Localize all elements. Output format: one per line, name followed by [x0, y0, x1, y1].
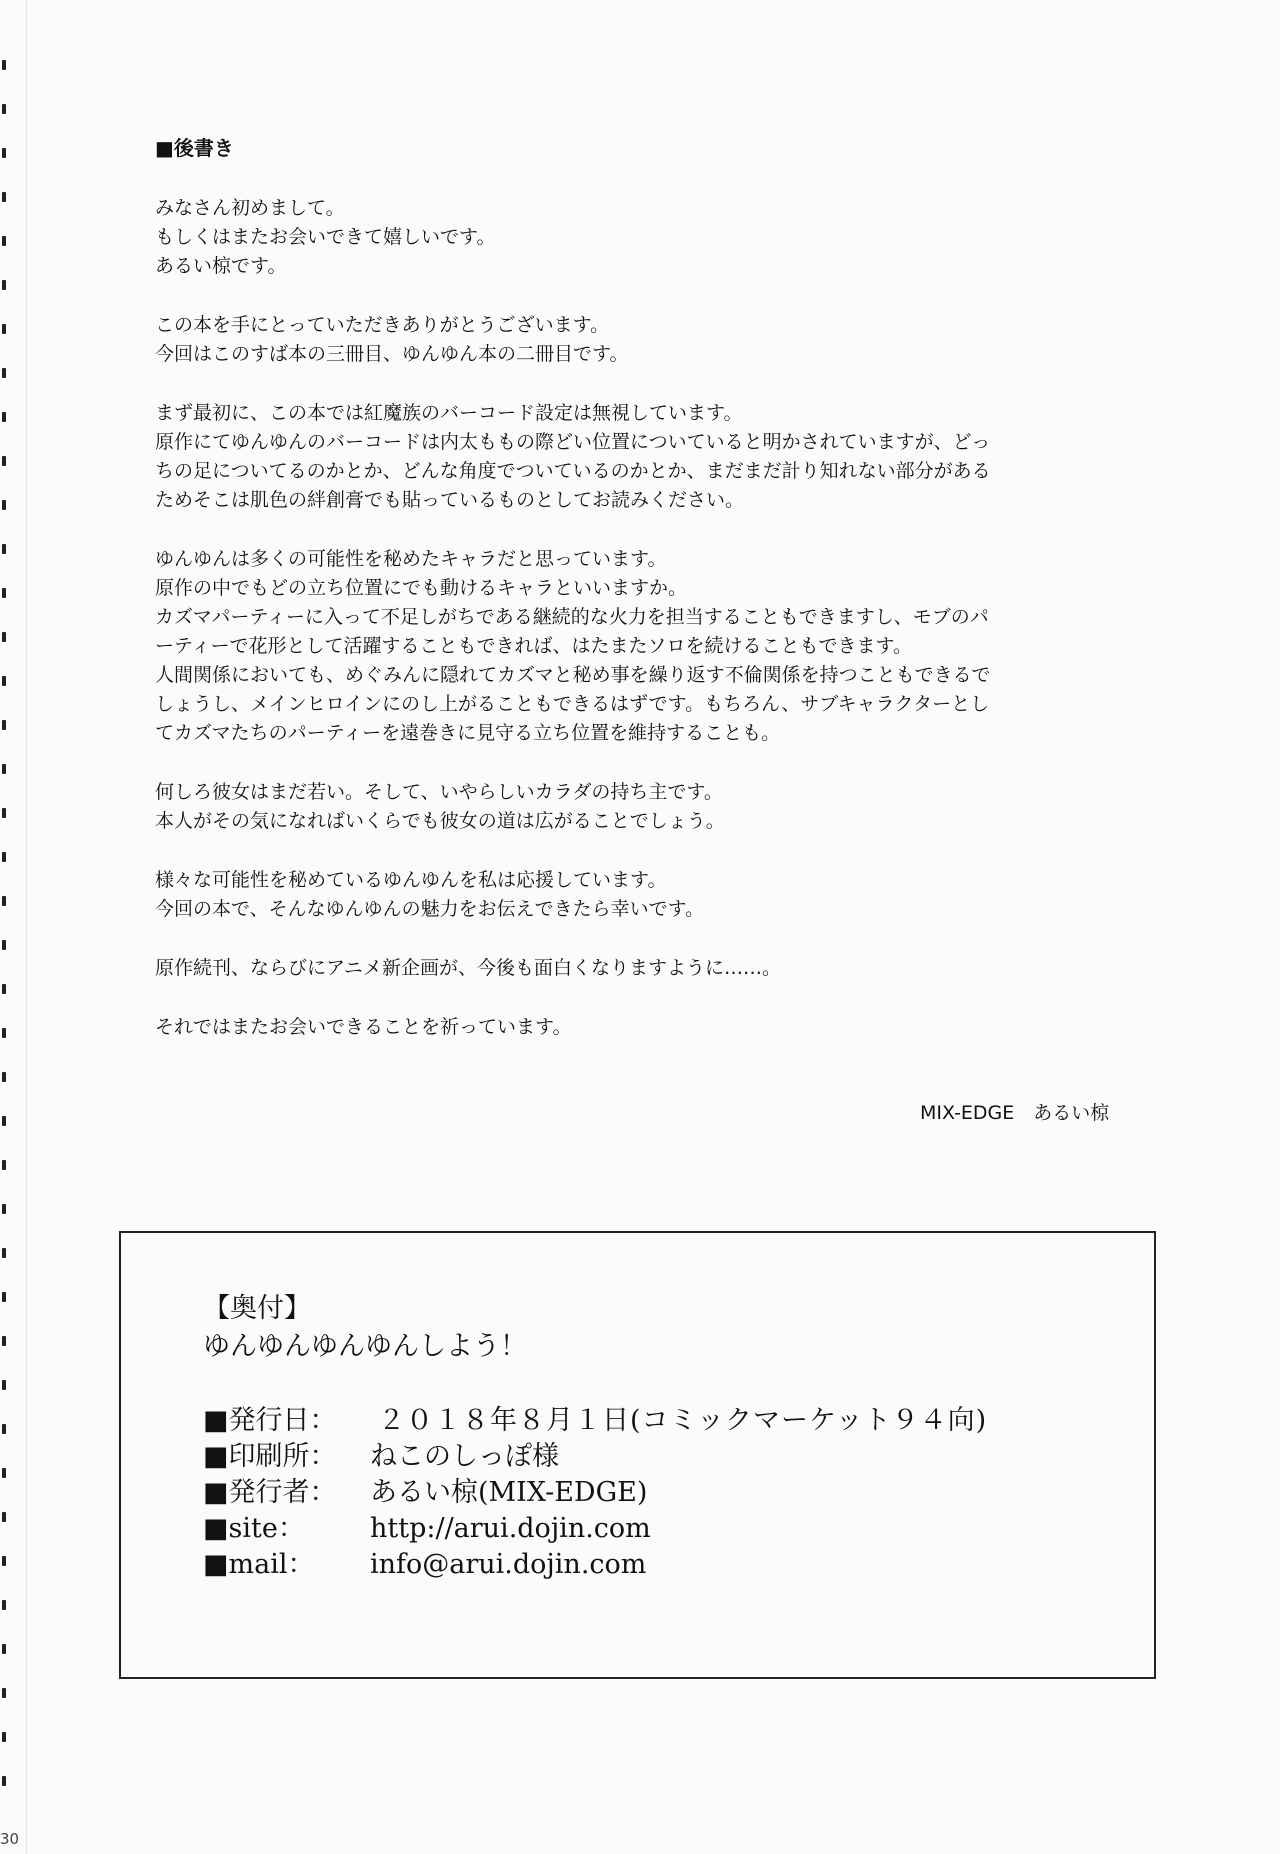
- binding-notch: [2, 720, 6, 730]
- binding-notch: [2, 1248, 6, 1258]
- mail-link[interactable]: info@arui.dojin.com: [370, 1549, 647, 1580]
- binding-notch: [2, 1512, 6, 1522]
- text-line: 何しろ彼女はまだ若い。そして、いやらしいカラダの持ち主です。: [155, 781, 723, 803]
- binding-notch: [2, 1776, 6, 1786]
- binding-notch: [2, 940, 6, 950]
- row-label: ■site：: [203, 1513, 305, 1544]
- row-value: あるい椋(MIX-EDGE): [370, 1477, 648, 1508]
- binding-notch: [2, 280, 6, 290]
- binding-notch: [2, 368, 6, 378]
- afterword-heading: ■後書き: [155, 136, 234, 160]
- binding-notch: [2, 1204, 6, 1214]
- binding-notch: [2, 808, 6, 818]
- text-line: みなさん初めまして。: [155, 197, 345, 219]
- text-line: ためそこは肌色の絆創膏でも貼っているものとしてお読みください。: [155, 489, 745, 511]
- row-label: ■mail：: [203, 1549, 315, 1580]
- text-line: 今回の本で、そんなゆんゆんの魅力をお伝えできたら幸いです。: [155, 898, 705, 920]
- row-value: ２０１８年８月１日(コミックマーケット９４向): [378, 1405, 988, 1436]
- binding-notch: [2, 676, 6, 686]
- paragraph: [155, 866, 1155, 924]
- afterword-section: [155, 132, 1155, 1042]
- binding-notch: [2, 148, 6, 158]
- colophon-box: [119, 1231, 1156, 1679]
- binding-notch: [2, 1732, 6, 1742]
- text-line: 原作続刊、ならびにアニメ新企画が、今後も面白くなりますように……。: [155, 957, 782, 979]
- text-line: あるい椋です。: [155, 255, 287, 277]
- text-line: 本人がその気になればいくらでも彼女の道は広がることでしょう。: [155, 810, 725, 832]
- text-line: まず最初に、この本では紅魔族のバーコード設定は無視しています。: [155, 402, 743, 424]
- binding-notch: [2, 544, 6, 554]
- text-line: それではまたお会いできることを祈っています。: [155, 1016, 572, 1038]
- binding-notch: [2, 236, 6, 246]
- binding-notch: [2, 1644, 6, 1654]
- text-line: ゆんゆんは多くの可能性を秘めたキャラだと思っています。: [155, 548, 667, 570]
- paragraph: [155, 1013, 1155, 1042]
- paragraph: [155, 778, 1155, 836]
- binding-notch: [2, 1028, 6, 1038]
- paragraph: [155, 194, 1155, 281]
- binding-notch: [2, 60, 6, 70]
- binding-notch: [2, 456, 6, 466]
- text-line: 原作にてゆんゆんのバーコードは内太ももの際どい位置についていると明かされていますが、どっ: [155, 431, 991, 453]
- row-value: ねこのしっぽ様: [370, 1441, 559, 1472]
- binding-notch: [2, 984, 6, 994]
- binding-notch: [2, 632, 6, 642]
- binding-notch: [2, 104, 6, 114]
- text-line: 様々な可能性を秘めているゆんゆんを私は応援しています。: [155, 869, 667, 891]
- binding-notch: [2, 1468, 6, 1478]
- text-line: 原作の中でもどの立ち位置にでも動けるキャラといいますか。: [155, 577, 688, 599]
- binding-notch: [2, 896, 6, 906]
- text-line: てカズマたちのパーティーを遠巻きに見守る立ち位置を維持することも。: [155, 722, 781, 744]
- paragraph: [155, 399, 1155, 515]
- binding-notch: [2, 1556, 6, 1566]
- binding-notch: [2, 412, 6, 422]
- row-label: ■印刷所：: [203, 1441, 337, 1472]
- binding-notch: [2, 1116, 6, 1126]
- binding-notch: [2, 192, 6, 202]
- binding-notch: [2, 1688, 6, 1698]
- row-label: ■発行者：: [203, 1477, 337, 1508]
- author-signature: MIX-EDGE あるい椋: [920, 1102, 1110, 1124]
- binding-notch: [2, 1600, 6, 1610]
- binding-notch: [2, 324, 6, 334]
- text-line: 今回はこのすば本の三冊目、ゆんゆん本の二冊目です。: [155, 343, 629, 365]
- text-line: ーティーで花形として活躍することもできれば、はたまたソロを続けることもできます。: [155, 635, 912, 657]
- binding-edge: [0, 0, 27, 1854]
- binding-notch: [2, 1160, 6, 1170]
- binding-notch: [2, 1072, 6, 1082]
- text-line: この本を手にとっていただきありがとうございます。: [155, 314, 610, 336]
- binding-notch: [2, 500, 6, 510]
- binding-notch: [2, 1424, 6, 1434]
- binding-notch: [2, 1336, 6, 1346]
- text-line: もしくはまたお会いできて嬉しいです。: [155, 226, 496, 248]
- page-number: 30: [0, 1830, 20, 1848]
- binding-notch: [2, 764, 6, 774]
- paragraph: [155, 545, 1155, 748]
- row-label: ■発行日：: [203, 1405, 337, 1436]
- site-link[interactable]: http://arui.dojin.com: [370, 1513, 651, 1544]
- binding-notch: [2, 852, 6, 862]
- paragraph: [155, 311, 1155, 369]
- text-line: 人間関係においても、めぐみんに隠れてカズマと秘め事を繰り返す不倫関係を持つこともできるで: [155, 664, 991, 686]
- book-title: ゆんゆんゆんゆんしよう！: [203, 1331, 527, 1362]
- binding-notch: [2, 1292, 6, 1302]
- text-line: しょうし、メインヒロインにのし上がることもできるはずです。もちろん、サブキャラクターとし: [155, 693, 990, 715]
- binding-notch: [2, 1380, 6, 1390]
- text-line: カズマパーティーに入って不足しがちである継続的な火力を担当することもできますし、モブのパ: [155, 606, 989, 628]
- colophon-title: 【奥付】: [203, 1293, 311, 1324]
- text-line: ちの足についてるのかとか、どんな角度でついているのかとか、まだまだ計り知れない部分がある: [155, 460, 991, 482]
- paragraph: [155, 954, 1155, 983]
- binding-notch: [2, 588, 6, 598]
